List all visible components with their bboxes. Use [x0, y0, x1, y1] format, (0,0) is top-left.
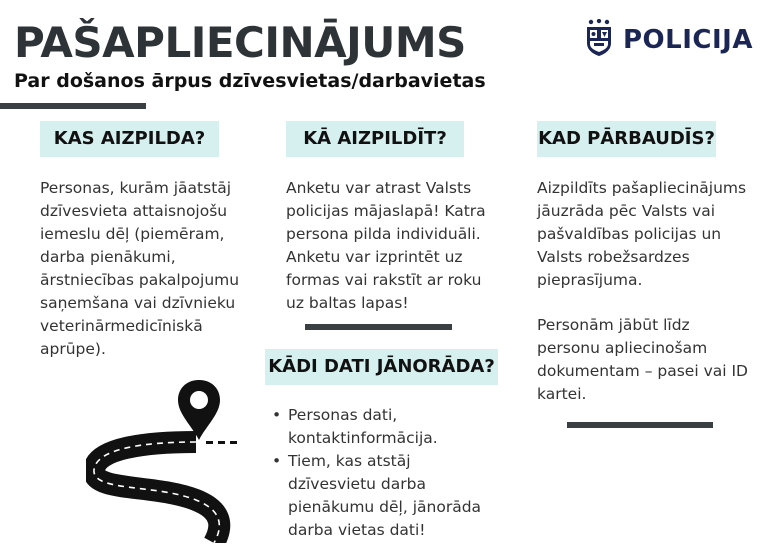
title-underline-bar	[0, 103, 146, 109]
text-how-fill: Anketu var atrast Valsts policijas mājaslapā! Katra persona pilda individuāli. Anketu var izprintēt uz formas vai rakstīt ar roku uz baltas lapas!	[286, 179, 486, 312]
road-illustration	[86, 378, 246, 543]
text-when-checked-2: Personām jābūt līdz personu apliecinošam dokumentam – pasei vai ID kartei.	[537, 316, 748, 403]
text-who-fills: Personas, kurām jāatstāj dzīvesvieta attaisnojošu iemeslu dēļ (piemēram, darba pienākumi, ārstniecības pakalpojumu saņemšana vai dzīvnieku veterinārmedicīniskā aprūpe).	[40, 179, 240, 358]
police-crest-icon	[585, 19, 613, 61]
divider-bar-right	[567, 422, 713, 428]
heading-required-data: KĀDI DATI JĀNORĀDA?	[265, 349, 498, 385]
text-when-checked-1: Aizpildīts pašapliecinājums jāuzrāda pēc Valsts vai pašvaldības policijas un Valsts robežsardzes pieprasījuma.	[537, 179, 747, 289]
map-pin-icon	[178, 380, 220, 440]
list-item: • Tiem, kas atstāj dzīvesvietu darba pienākumu dēļ, jānorāda darba vietas dati!	[268, 450, 500, 542]
required-data-list	[268, 404, 500, 542]
heading-who-fills: KAS AIZPILDA?	[40, 121, 219, 157]
page-subtitle: Par došanos ārpus dzīvesvietas/darbavietas	[14, 70, 486, 92]
heading-when-checked: KAD PĀRBAUDĪS?	[537, 121, 716, 157]
brand-name: POLICIJA	[623, 25, 753, 55]
list-item: • Personas dati, kontaktinformācija.	[268, 404, 500, 450]
police-logo	[585, 20, 753, 60]
heading-how-fill: KĀ AIZPILDĪT?	[286, 121, 464, 157]
divider-bar-middle	[305, 324, 452, 330]
page-title: PAŠAPLIECINĀJUMS	[14, 18, 466, 67]
